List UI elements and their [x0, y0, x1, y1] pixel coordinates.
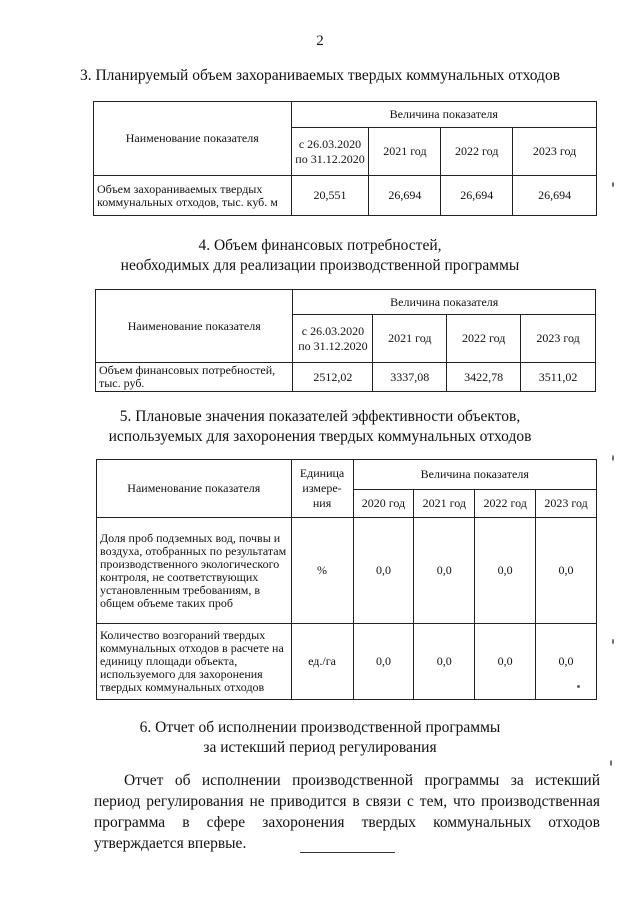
value-cell: 26,694 — [441, 176, 513, 216]
period-col: 2021 год — [369, 128, 441, 176]
year-col: 2022 год — [475, 490, 536, 518]
value-cell: 3422,78 — [447, 363, 521, 392]
header-name-cell: Наименование показателя — [96, 290, 293, 363]
section4-title-line2: необходимых для реализации производственной программы — [120, 257, 520, 274]
value-cell: 3511,02 — [521, 363, 596, 392]
value-cell: 0,0 — [475, 624, 536, 700]
section6-body — [94, 770, 600, 854]
period-col: 2021 год — [373, 315, 447, 363]
period-col: 2023 год — [513, 128, 597, 176]
value-cell: 0,0 — [353, 518, 414, 624]
value-cell: 0,0 — [414, 624, 475, 700]
section4-table — [95, 289, 596, 392]
section5-title-line1: 5. Плановые значения показателей эффективности объектов, — [119, 408, 521, 425]
section5-title-line2: используемых для захоронения твердых коммунальных отходов — [108, 428, 532, 445]
header-unit-cell: Единица измере-ния — [291, 460, 353, 518]
section4-title-line1: 4. Объем финансовых потребностей, — [198, 237, 442, 254]
value-cell: 3337,08 — [373, 363, 447, 392]
value-cell: 0,0 — [536, 518, 597, 624]
section5-table — [96, 459, 597, 700]
scan-speck — [577, 685, 580, 688]
period-col: с 26.03.2020 по 31.12.2020 — [291, 128, 369, 176]
year-col: 2020 год — [353, 490, 414, 518]
value-cell: 2512,02 — [293, 363, 373, 392]
value-cell: 26,694 — [369, 176, 441, 216]
value-cell: 0,0 — [475, 518, 536, 624]
header-value-cell: Величина показателя — [291, 102, 596, 128]
section3-title: 3. Планируемый объем захораниваемых твердых коммунальных отходов — [79, 67, 561, 84]
row-label: Доля проб подземных вод, почвы и воздуха, отобранных по результатам производственного экологического контроля, не соответствующих установленным требованиям, в общем объеме таких проб — [97, 518, 292, 624]
period-col: 2023 год — [521, 315, 596, 363]
section6-title-line1: 6. Отчет об исполнении производственной программы — [139, 719, 501, 736]
row-label: Количество возгораний твердых коммунальных отходов в расчете на единицу площади объекта, используемого для захоронения твердых коммунальных отходов — [97, 624, 292, 700]
page-number: 2 — [316, 33, 324, 49]
value-cell: 0,0 — [536, 624, 597, 700]
section6-title-line2: за истекший период регулирования — [203, 739, 437, 756]
value-cell: 20,551 — [291, 176, 369, 216]
year-col: 2021 год — [414, 490, 475, 518]
scan-speck — [612, 639, 614, 644]
unit-cell: ед./га — [291, 624, 353, 700]
scan-speck — [610, 760, 612, 766]
section3-table — [93, 101, 597, 216]
year-col: 2023 год — [536, 490, 597, 518]
row-label: Объем финансовых потребностей, тыс. руб. — [96, 363, 293, 392]
scan-speck — [612, 455, 614, 461]
end-rule — [300, 852, 395, 853]
period-col: 2022 год — [441, 128, 513, 176]
unit-cell: % — [291, 518, 353, 624]
period-col: с 26.03.2020 по 31.12.2020 — [293, 315, 373, 363]
header-name-cell: Наименование показателя — [94, 102, 292, 176]
header-value-cell: Величина показателя — [293, 290, 596, 315]
section6-body-text: Отчет об исполнении производственной программы за истекший период регулирования не приводится в связи с тем, что производственная программа в сфере захоронения твердых коммунальных отходов утверждается впервые. — [94, 772, 600, 852]
value-cell: 26,694 — [513, 176, 597, 216]
period-col: 2022 год — [447, 315, 521, 363]
scan-speck — [612, 182, 614, 187]
row-label: Объем захораниваемых твердых коммунальных отходов, тыс. куб. м — [94, 176, 292, 216]
header-name-cell: Наименование показателя — [97, 460, 292, 518]
header-value-cell: Величина показателя — [353, 460, 596, 490]
value-cell: 0,0 — [353, 624, 414, 700]
value-cell: 0,0 — [414, 518, 475, 624]
